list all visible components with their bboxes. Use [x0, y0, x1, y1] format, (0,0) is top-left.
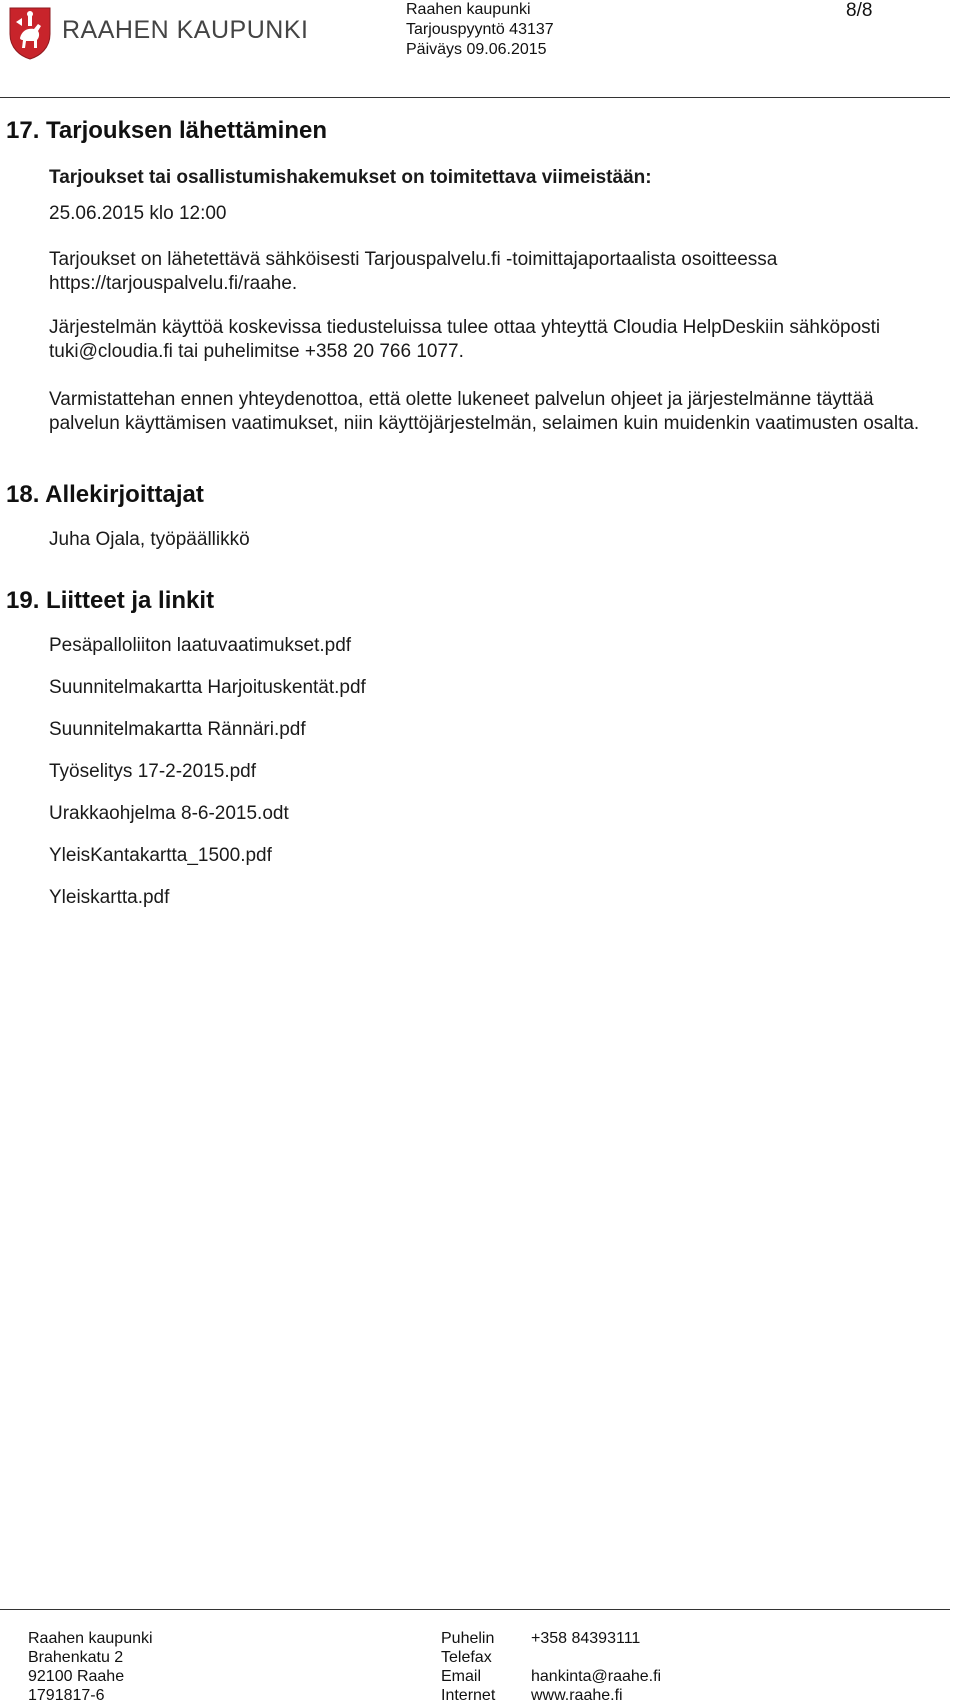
- submission-instructions: Tarjoukset on lähetettävä sähköisesti Tarjouspalvelu.fi -toimittajaportaalista osoitteessa https://tarjouspalvelu.fi/raahe.: [49, 249, 778, 294]
- system-requirements-note: Varmistattehan ennen yhteydenottoa, että olette lukeneet palvelun ohjeet ja järjestelmänne täyttää palvelun käyttämisen vaatimukset, niin käyttöjärjestelmän, selaimen kuin muidenkin vaatimusten osalta.: [49, 389, 920, 434]
- attachment-link[interactable]: Yleiskartta.pdf: [49, 887, 170, 908]
- footer-email[interactable]: hankinta@raahe.fi: [531, 1668, 662, 1685]
- city-crest-logo: [6, 4, 54, 60]
- meta-org: Raahen kaupunki: [406, 1, 531, 18]
- footer-business-id: 1791817-6: [28, 1687, 105, 1704]
- attachment-list: [49, 634, 366, 928]
- footer-label-internet: Internet: [441, 1687, 496, 1704]
- footer-divider: [0, 1609, 950, 1610]
- footer-phone: +358 84393111: [531, 1630, 641, 1647]
- document-meta: [406, 0, 554, 60]
- attachment-link[interactable]: YleisKantakartta_1500.pdf: [49, 845, 272, 866]
- attachment-link[interactable]: Suunnitelmakartta Harjoituskentät.pdf: [49, 677, 366, 698]
- footer-contact-labels: [441, 1629, 495, 1705]
- submission-deadline: 25.06.2015 klo 12:00: [49, 203, 227, 224]
- attachment-link[interactable]: Työselitys 17-2-2015.pdf: [49, 761, 257, 782]
- submission-deadline-label: Tarjoukset tai osallistumishakemukset on toimitettava viimeistään:: [49, 167, 652, 188]
- section-18-title: 18. Allekirjoittajat: [6, 481, 204, 508]
- header-divider: [0, 97, 950, 98]
- footer-street: Brahenkatu 2: [28, 1649, 124, 1666]
- footer-postal: 92100 Raahe: [28, 1668, 125, 1685]
- section-19-title: 19. Liitteet ja linkit: [6, 587, 215, 614]
- meta-date: Päiväys 09.06.2015: [406, 41, 547, 58]
- signer-name: Juha Ojala, työpäällikkö: [49, 529, 250, 550]
- attachment-link[interactable]: Urakkaohjelma 8-6-2015.odt: [49, 803, 289, 824]
- attachment-link[interactable]: Pesäpalloliiton laatuvaatimukset.pdf: [49, 635, 352, 656]
- page-number: 8/8: [846, 0, 873, 21]
- section-17-title: 17. Tarjouksen lähettäminen: [6, 117, 327, 144]
- footer-website[interactable]: www.raahe.fi: [531, 1687, 623, 1704]
- footer-label-phone: Puhelin: [441, 1630, 495, 1647]
- footer-contact-values: [531, 1629, 661, 1705]
- footer-address: [28, 1629, 153, 1705]
- attachment-link[interactable]: Suunnitelmakartta Rännäri.pdf: [49, 719, 306, 740]
- crest-icon: [6, 4, 54, 60]
- footer-fax: [531, 1648, 661, 1667]
- footer-org: Raahen kaupunki: [28, 1630, 153, 1647]
- footer-label-email: Email: [441, 1668, 482, 1685]
- footer-label-fax: Telefax: [441, 1649, 492, 1666]
- city-brand-name: RAAHEN KAUPUNKI: [62, 16, 309, 44]
- helpdesk-contact-info: Järjestelmän käyttöä koskevissa tiedusteluissa tulee ottaa yhteyttä Cloudia HelpDeskiin sähköposti tuki@cloudia.fi tai puhelimitse +358 20 766 1077.: [49, 317, 881, 362]
- meta-request-number: Tarjouspyyntö 43137: [406, 21, 554, 38]
